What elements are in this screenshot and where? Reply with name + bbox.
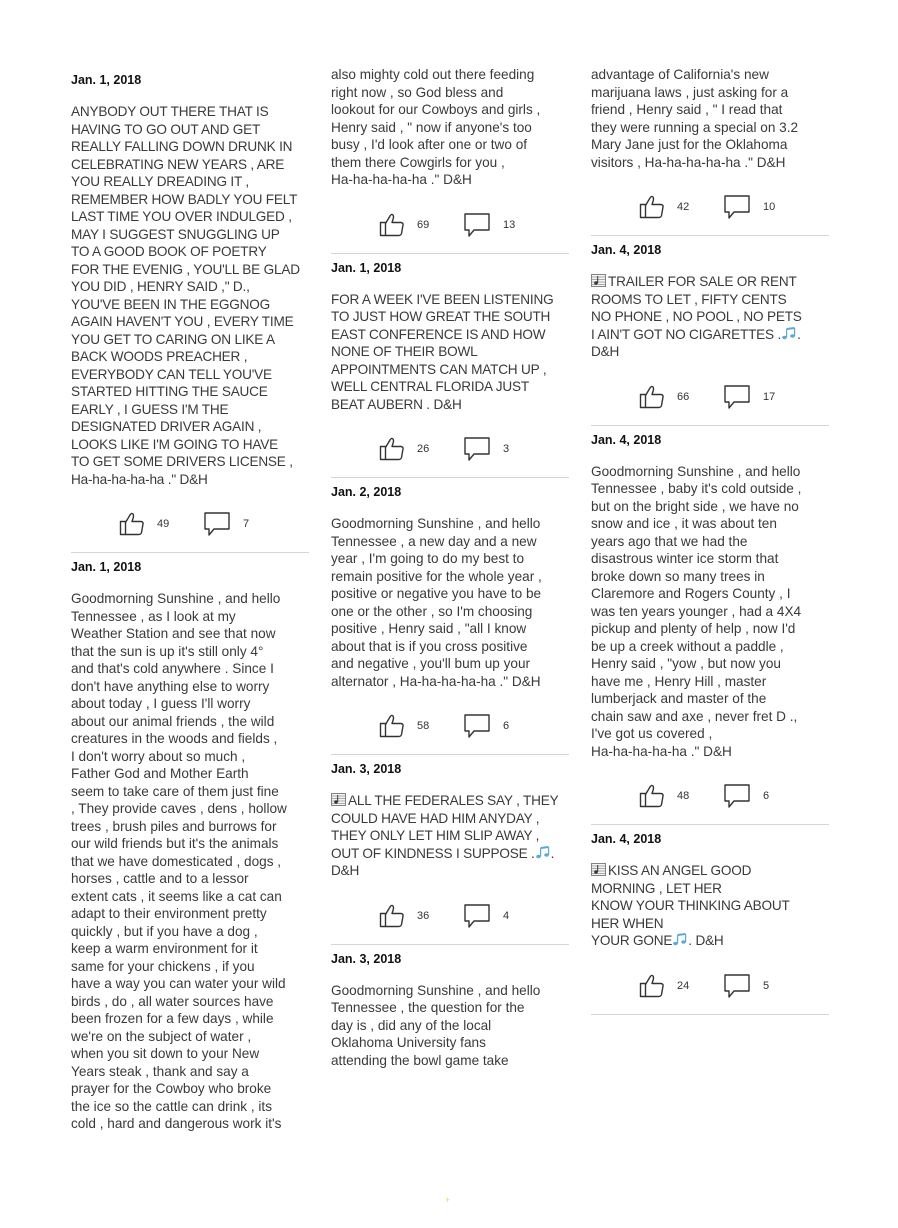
column-left: [71, 66, 309, 1133]
comment-count: 10: [763, 201, 776, 213]
comment-button[interactable]: [463, 212, 521, 238]
post-text: ALL THE FEDERALES SAY , THEY COULD HAVE HAD HIM ANYDAY , THEY ONLY LET HIM SLIP AWAY , OUT OF KINDNESS I SUPPOSE .: [331, 793, 559, 861]
post-divider: [71, 552, 309, 553]
post-date: Jan. 1, 2018: [331, 260, 402, 275]
column-right: [591, 66, 829, 1019]
like-count: 24: [677, 979, 690, 992]
like-count: 26: [417, 443, 430, 455]
comment-button[interactable]: [723, 973, 781, 999]
thumbs-up-icon: [639, 194, 665, 220]
post-divider: [331, 944, 569, 945]
like-count: 48: [677, 790, 690, 802]
post: [331, 484, 569, 755]
post-actions: [591, 189, 829, 225]
comment-bubble-icon: [463, 436, 491, 462]
comment-button[interactable]: [723, 783, 781, 809]
like-button[interactable]: [379, 903, 435, 929]
sheet-music-icon: [591, 863, 606, 876]
post-date: Jan. 4, 2018: [591, 432, 662, 447]
comment-button[interactable]: [203, 511, 261, 537]
like-button[interactable]: [119, 511, 175, 537]
post-body: ANYBODY OUT THERE THAT IS HAVING TO GO OUT AND GET REALLY FALLING DOWN DRUNK IN CELEBRATING NEW YEARS , ARE YOU REALLY DREADING IT , REMEMBER HOW BADLY YOU FELT LAST TIME YOU OVER INDULGED , MAY I SUGGEST SNUGGLING UP TO A GOOD BOOK OF POETRY FOR THE EVENIG , YOU'LL BE GLAD YOU DID , HENRY SAID ," D., YOU'VE BEEN IN THE EGGNOG AGAIN HAVEN'T YOU , EVERY TIME YOU GET TO CARING ON LIKE A BACK WOODS PREACHER , EVERYBODY CAN TELL YOU'VE STARTED HITTING THE SAUCE EARLY , I GUESS I'M THE DESIGNATED DRIVER AGAIN , LOOKS LIKE I'M GOING TO HAVE TO GET SOME DRIVERS LICENSE , Ha-ha-ha-ha-ha ." D&H: [71, 104, 300, 487]
comment-button[interactable]: [463, 436, 521, 462]
post-date: Jan. 1, 2018: [71, 73, 142, 87]
post-body: Goodmorning Sunshine , and hello Tennessee , as I look at my Weather Station and see that now that the sun is up it's still only 4° and that's cold anywhere . Since I don't have anything else to worry about today , I guess I'll worry about our animal friends , the wild creatures in the woods and fields , I don't worry about so much , Father God and Mother Earth seem to take care of them just fine , They provide caves , dens , hollow trees , brush piles and burrows for our wild friends but it's the animals that we have domesticated , dogs , horses , cattle and to a lessor extent cats , it seems like a cat can adapt to their environment pretty quickly , but if you have a dog , keep a warm environment for it same for your chickens , if you have a way you can water your wild birds , do , all water sources have been frozen for a few days , while we're on the subject of water , when you sit down to your New Years steak , thank and say a prayer for the Cowboy who broke the ice so the cattle can drink , its cold , hard and dangerous work it's: [71, 591, 287, 1131]
comment-button[interactable]: [463, 713, 521, 739]
thumbs-up-icon: [379, 713, 405, 739]
post-body: Goodmorning Sunshine , and hello Tennessee , the question for the day is , did any of the local Oklahoma University fans attending the bowl game take: [331, 982, 541, 1068]
post-body: advantage of California's new marijuana laws , just asking for a friend , Henry said , " I read that they were running a special on 3.2 Mary Jane just for the Oklahoma visitors , Ha-ha-ha-ha-ha ." D&H: [591, 67, 799, 170]
thumbs-up-icon: [379, 212, 405, 238]
post-signature: . D&H: [688, 933, 724, 948]
post-body: Goodmorning Sunshine , and hello Tennessee , a new day and a new year , I'm going to do my best to remain positive for the whole year , positive or negative you have to be one or the other , so I'm choosing positive , Henry said , "all I know about that is if you cross positive and negative , you'll bum up your alternator , Ha-ha-ha-ha-ha ." D&H: [331, 516, 542, 689]
post-date: Jan. 3, 2018: [331, 951, 402, 966]
post-actions: [331, 898, 569, 934]
like-count: 69: [417, 218, 430, 231]
comment-bubble-icon: [723, 783, 751, 809]
comment-bubble-icon: [723, 973, 751, 999]
thumbs-up-icon: [119, 511, 145, 537]
post-date: Jan. 3, 2018: [331, 762, 402, 776]
post-date: Jan. 4, 2018: [591, 243, 662, 257]
post-divider: [591, 235, 829, 236]
post-divider: [331, 754, 569, 755]
post-actions: [591, 379, 829, 415]
post-actions: [591, 778, 829, 814]
post-continuation: [591, 66, 829, 236]
like-button[interactable]: [639, 973, 695, 999]
post-date: Jan. 2, 2018: [331, 485, 402, 499]
post: [591, 831, 829, 1015]
post: [591, 432, 829, 826]
post-divider: [331, 253, 569, 254]
like-count: 58: [417, 720, 430, 732]
like-count: 66: [677, 390, 690, 403]
post-actions: [331, 431, 569, 467]
post-body: [331, 792, 569, 880]
comment-bubble-icon: [463, 903, 491, 929]
sheet-music-icon: [591, 274, 606, 287]
like-button[interactable]: [379, 436, 435, 462]
sheet-music-icon: [331, 793, 346, 806]
comment-bubble-icon: [463, 212, 491, 238]
comment-bubble-icon: [723, 194, 751, 220]
comment-bubble-icon: [203, 511, 231, 537]
post-body: [591, 862, 829, 950]
post-divider: [331, 477, 569, 478]
comment-button[interactable]: [723, 384, 781, 410]
footer-mark: +: [445, 1195, 451, 1205]
post-continuation: [331, 66, 569, 254]
post-text: TRAILER FOR SALE OR RENT ROOMS TO LET , FIFTY CENTS NO PHONE , NO POOL , NO PETS I AIN'T GOT NO CIGARETTES .: [591, 274, 802, 342]
post-actions: [331, 207, 569, 243]
post-divider: [591, 1014, 829, 1015]
like-count: 49: [157, 518, 170, 530]
comment-count: 4: [503, 909, 510, 922]
like-button[interactable]: [379, 713, 435, 739]
comment-count: 5: [763, 979, 770, 992]
post-body: also mighty cold out there feeding right now , so God bless and lookout for our Cowboys and girls , Henry said , " now if anyone's too busy , I'd look after one or two of them there Cowgirls for you , Ha-ha-ha-ha-ha ." D&H: [331, 67, 541, 187]
comment-count: 6: [503, 720, 510, 732]
like-button[interactable]: [639, 783, 695, 809]
comment-count: 6: [763, 790, 770, 802]
post: [71, 72, 309, 553]
post: [331, 260, 569, 479]
post: [71, 559, 309, 1133]
comment-count: 13: [503, 218, 516, 231]
comment-bubble-icon: [723, 384, 751, 410]
thumbs-up-icon: [379, 903, 405, 929]
post-date: Jan. 1, 2018: [71, 560, 142, 574]
post-actions: [331, 708, 569, 744]
post-body: FOR A WEEK I'VE BEEN LISTENING TO JUST HOW GREAT THE SOUTH EAST CONFERENCE IS AND HOW NONE OF THEIR BOWL APPOINTMENTS CAN MATCH UP , WELL CENTRAL FLORIDA JUST BEAT AUBERN . D&H: [331, 291, 554, 412]
column-middle: [331, 66, 569, 1069]
music-notes-icon: [781, 327, 797, 340]
post-divider: [591, 824, 829, 825]
comment-button[interactable]: [723, 194, 781, 220]
music-notes-icon: [535, 846, 551, 859]
comment-bubble-icon: [463, 713, 491, 739]
comment-count: 3: [503, 443, 510, 455]
like-button[interactable]: [639, 384, 695, 410]
post-body: Goodmorning Sunshine , and hello Tennessee , baby it's cold outside , but on the bright side , we have no snow and ice , it was about ten years ago that we had the disastrous winter ice storm that broke down so many trees in Claremore and Rogers County , I was ten years younger , had a 4X4 pickup and plenty of help , now I'd be up a creek without a paddle , Henry said , "yow , but now you have me , Henry Hill , master lumberjack and master of the chain saw and axe , never fret D ., I've got us covered , Ha-ha-ha-ha-ha ." D&H: [591, 463, 802, 759]
thumbs-up-icon: [639, 783, 665, 809]
post-actions: [591, 968, 829, 1004]
like-count: 36: [417, 909, 430, 922]
comment-count: 17: [763, 390, 776, 403]
thumbs-up-icon: [639, 973, 665, 999]
comment-count: 7: [243, 518, 250, 530]
thumbs-up-icon: [639, 384, 665, 410]
like-count: 42: [677, 201, 690, 213]
post: [591, 242, 829, 426]
like-button[interactable]: [379, 212, 435, 238]
comment-button[interactable]: [463, 903, 521, 929]
post-signature: . D&H: [331, 845, 555, 878]
music-notes-icon: [672, 933, 688, 946]
post-date: Jan. 4, 2018: [591, 832, 662, 846]
post-divider: [591, 425, 829, 426]
post: [331, 951, 569, 1070]
like-button[interactable]: [639, 194, 695, 220]
post-text: KISS AN ANGEL GOOD MORNING , LET HER KNOW YOUR THINKING ABOUT HER WHEN YOUR GONE: [591, 863, 790, 948]
post-signature: . D&H: [591, 326, 801, 359]
thumbs-up-icon: [379, 436, 405, 462]
post-actions: [71, 506, 309, 542]
post-body: [591, 273, 829, 361]
post: [331, 761, 569, 945]
